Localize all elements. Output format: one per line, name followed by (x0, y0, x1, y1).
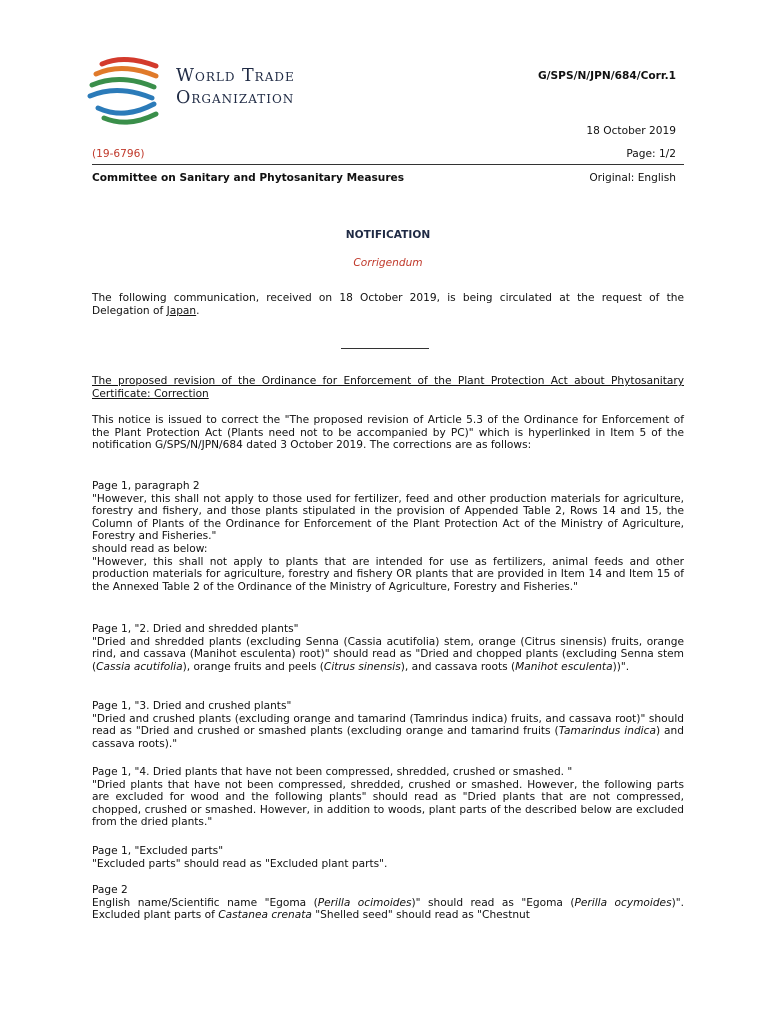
correction-1-ref: Page 1, paragraph 2 (92, 480, 200, 492)
document-reference: (19-6796) (92, 148, 145, 160)
correction-2-text-2: ), orange fruits and peels ( (182, 660, 324, 673)
correction-1-should: should read as below: (92, 542, 208, 555)
correction-5-text: "Excluded parts" should read as "Excluded plant parts". (92, 857, 388, 870)
correction-6-italic-3: Castanea crenata (218, 909, 312, 922)
section-divider (341, 348, 429, 349)
org-name-line2: Organization (176, 88, 295, 108)
correction-2-italic-1: Cassia acutifolia (96, 660, 183, 673)
correction-3-ref: Page 1, "3. Dried and crushed plants" (92, 700, 292, 712)
intro-end: . (196, 304, 200, 317)
correction-6-italic-1: Perilla ocimoides (317, 896, 412, 909)
correction-3-text: "Dried and crushed plants (excluding orange and tamarind (Tamrindus indica) fruits, and cassava root)" should read as "Dried and crushed or smashed plants (excluding orange and tamarind fruits ( (92, 712, 684, 738)
correction-6-text-2: )" should read as "Egoma ( (411, 896, 575, 909)
intro-paragraph (92, 292, 684, 317)
correction-2 (92, 623, 684, 673)
page-count: Page: 1/2 (626, 148, 676, 160)
document-symbol: G/SPS/N/JPN/684/Corr.1 (537, 70, 676, 82)
notice-paragraph: This notice is issued to correct the "The proposed revision of Article 5.3 of the Ordinance for Enforcement of the Plant Protection Act (Plants need not to be accompanied by PC)" which is hyperlinked in Item 5 of the notification G/SPS/N/JPN/684 dated 3 October 2019. The corrections are as follows: (92, 414, 684, 452)
correction-6-text-3: )". Excluded plant parts of (92, 896, 684, 922)
correction-5 (92, 845, 684, 870)
correction-4-text: "Dried plants that have not been compressed, shredded, crushed or smashed. However, the following parts are excluded for wood and the following plants" should read as "Dried plants that are not compressed, chopped, crushed or smashed. However, in addition to woods, plant parts of the described below are excluded from the dried plants." (92, 778, 684, 829)
correction-1-corrected: "However, this shall not apply to plants that are intended for use as fertilizers, animal feeds and other production materials for agriculture, forestry and fishery OR plants that are provided in Item 14 and Item 15 of the Annexed Table 2 of the Ordinance of the Ministry of Agriculture, Forestry and Fisheries." (92, 555, 684, 593)
wto-logo (84, 54, 334, 134)
header-divider (92, 164, 684, 165)
correction-3-italic-1: Tamarindus indica (558, 725, 656, 738)
org-name-line1: World Trade (176, 66, 295, 86)
wto-emblem-icon (84, 54, 168, 134)
correction-6 (92, 884, 684, 922)
correction-3 (92, 700, 684, 750)
correction-5-ref: Page 1, "Excluded parts" (92, 845, 224, 857)
correction-4-ref: Page 1, "4. Dried plants that have not been compressed, shredded, crushed or smashed. " (92, 766, 573, 778)
correction-6-italic-2: Perilla ocymoides (574, 896, 672, 909)
correction-2-italic-2: Citrus sinensis (323, 660, 401, 673)
correction-4 (92, 766, 684, 829)
correction-6-text: English name/Scientific name "Egoma ( (92, 896, 318, 909)
document-subtitle: Corrigendum (353, 257, 423, 269)
section-heading: The proposed revision of the Ordinance for Enforcement of the Plant Protection Act about Phytosanitary Certificate: Correction (92, 375, 684, 400)
document-title: NOTIFICATION (345, 229, 431, 241)
correction-3-text-2: ) and cassava roots)." (92, 725, 684, 750)
committee-name: Committee on Sanitary and Phytosanitary Measures (92, 172, 405, 184)
correction-2-text-4: ))". (612, 660, 630, 673)
intro-text: The following communication, received on 18 October 2019, is being circulated at the request of the Delegation of (92, 292, 684, 317)
correction-2-italic-3: Manihot esculenta (515, 660, 613, 673)
original-language: Original: English (589, 172, 676, 184)
correction-2-text-3: ), and cassava roots ( (400, 660, 516, 673)
document-date: 18 October 2019 (586, 125, 676, 137)
correction-6-ref: Page 2 (92, 884, 128, 896)
correction-1-original: "However, this shall not apply to those used for fertilizer, feed and other production materials for agriculture, forestry and fishery, and those plants stipulated in the provision of Appended Table 2, Rows 14 and 15, the Column of Plants of the Ordinance for Enforcement of the Plant Protection Act of the Ministry of Agriculture, Forestry and Fisheries." (92, 492, 684, 543)
correction-2-ref: Page 1, "2. Dried and shredded plants" (92, 623, 299, 635)
correction-2-text: "Dried and shredded plants (excluding Senna (Cassia acutifolia) stem, orange (Citrus sinensis) fruits, orange rind, and cassava (Manihot esculenta) root)" should read as "Dried and chopped plants (excluding Senna stem ( (92, 635, 684, 673)
correction-1 (92, 480, 684, 593)
correction-6-text-4: "Shelled seed" should read as "Chestnut (311, 909, 530, 922)
intro-country: Japan (166, 304, 197, 317)
